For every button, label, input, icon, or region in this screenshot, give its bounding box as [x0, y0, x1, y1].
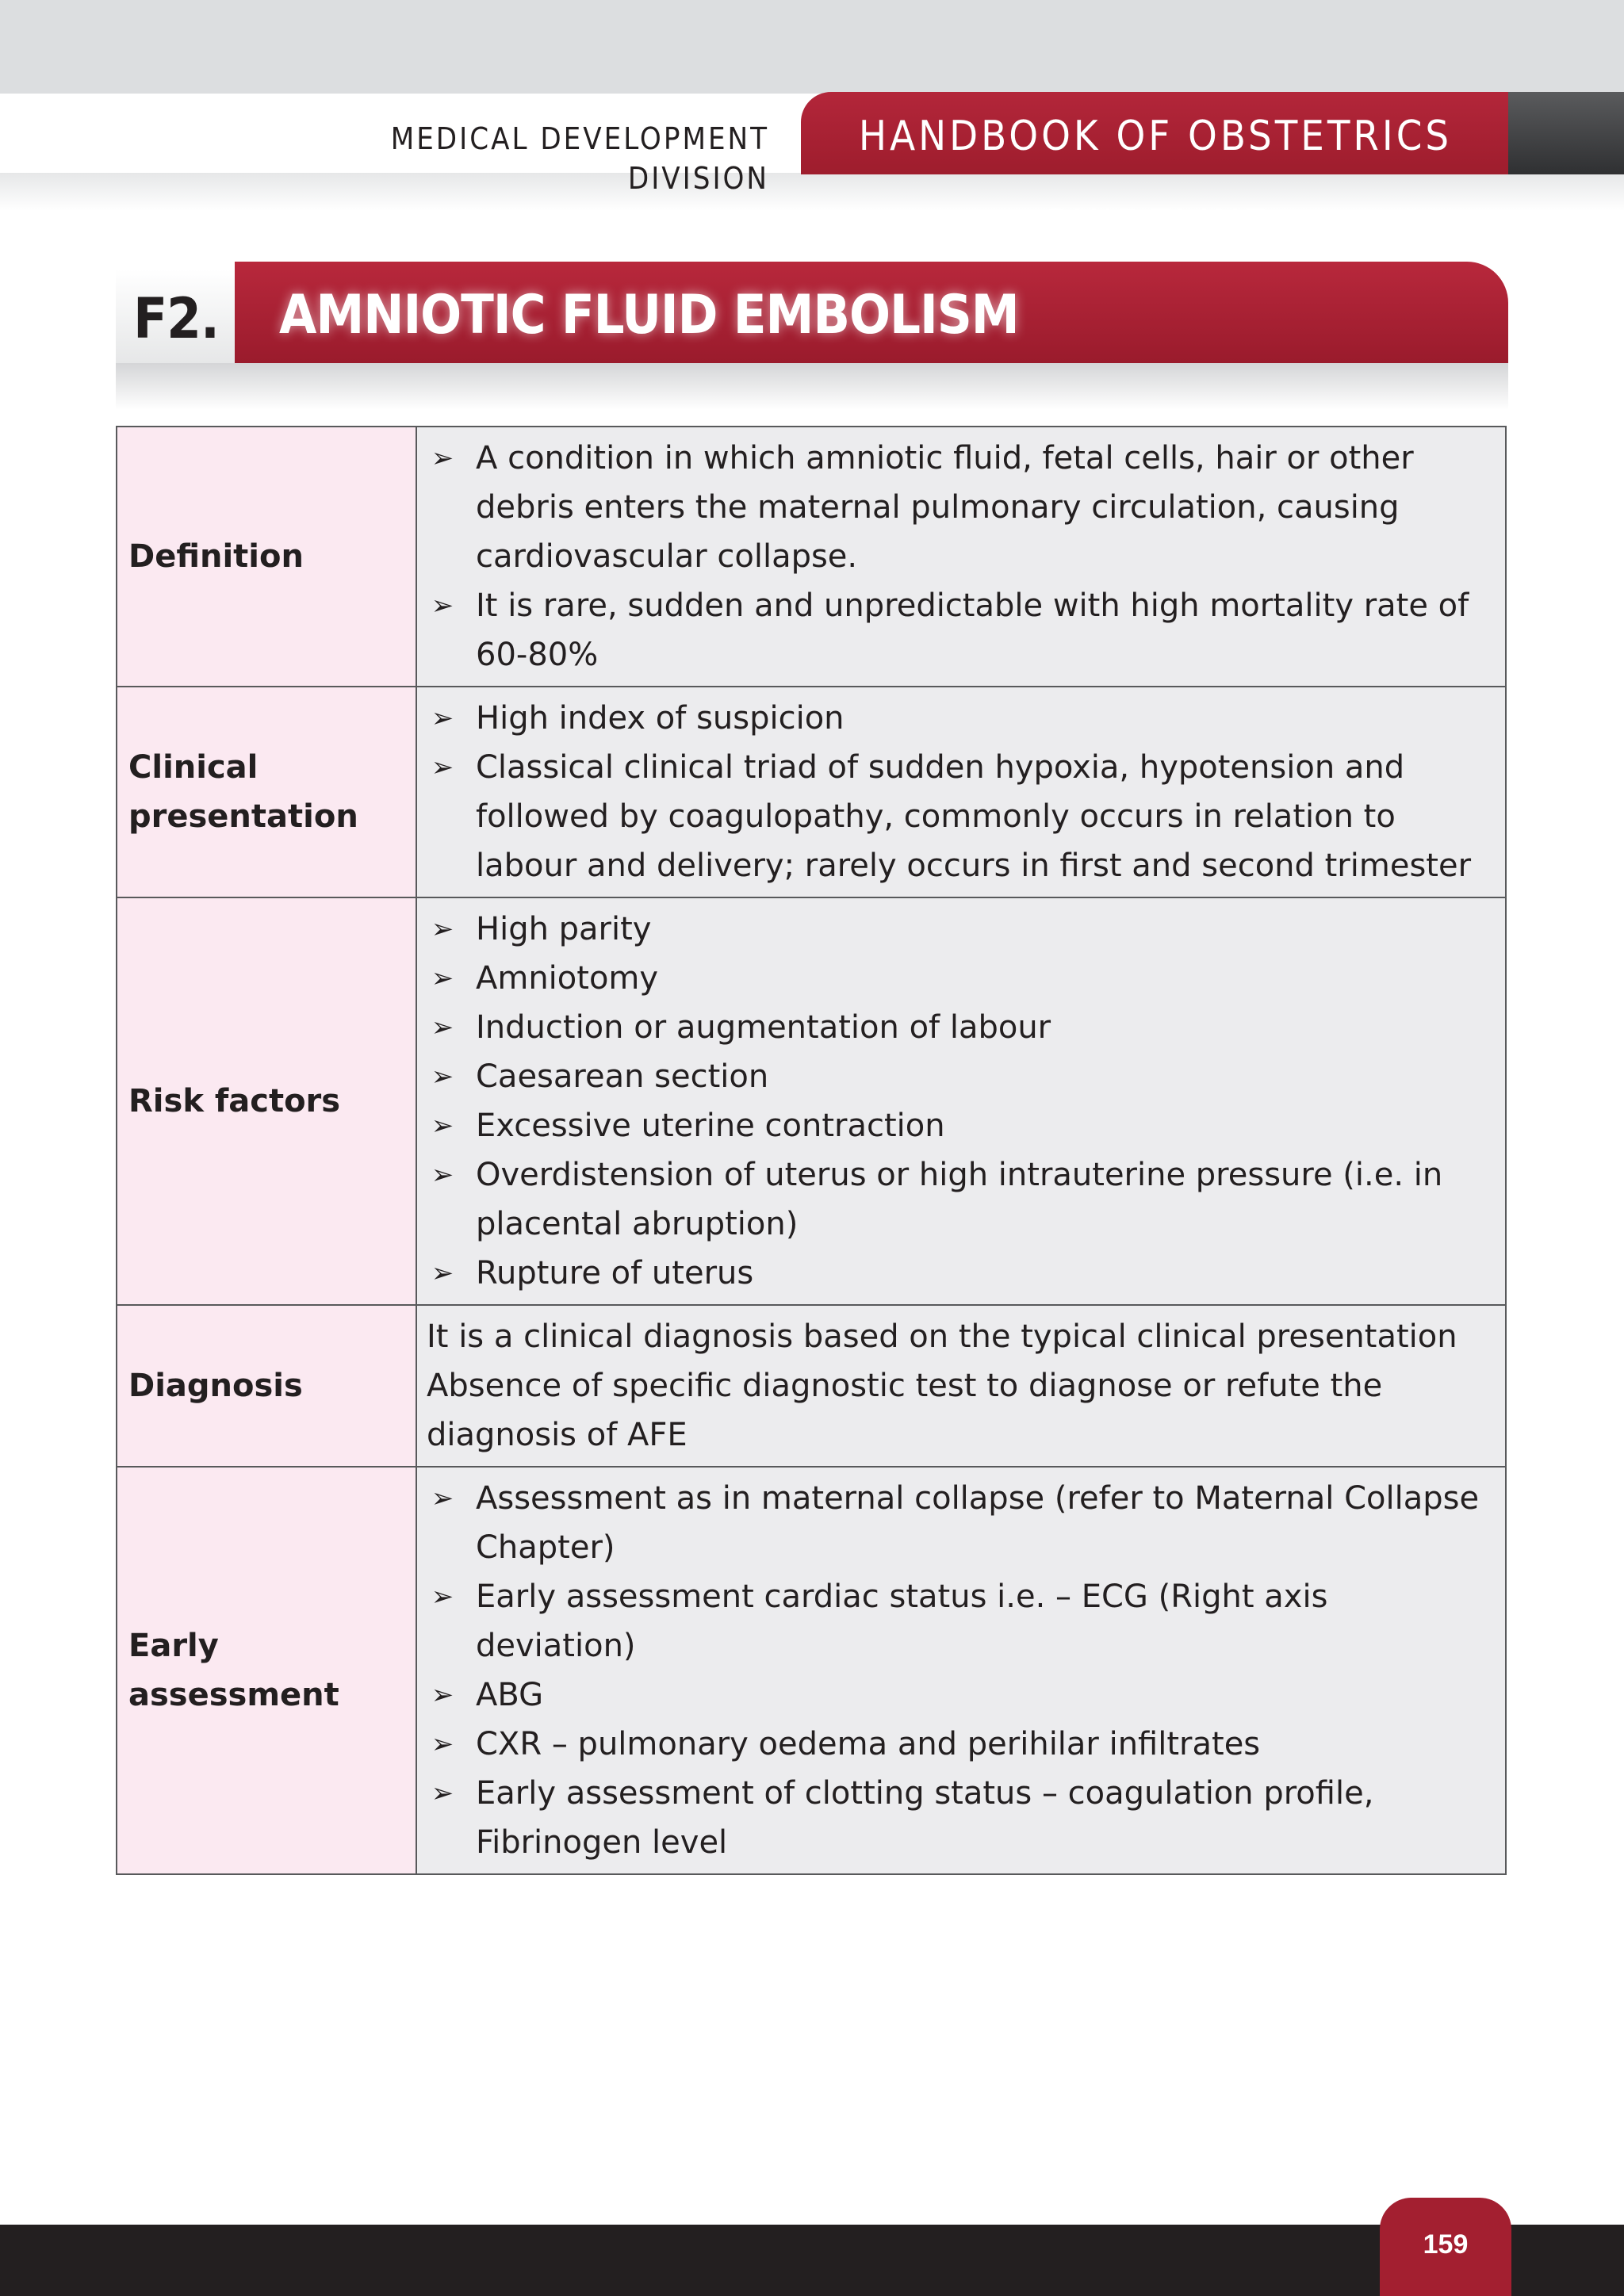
arrow-bullet-icon: ➢: [431, 1257, 454, 1289]
arrow-bullet-icon: ➢: [431, 442, 454, 474]
section-number: F2.: [133, 286, 219, 351]
arrow-bullet-icon: ➢: [431, 1581, 454, 1613]
table-row-diagnosis: [117, 1305, 1506, 1467]
list-item-text: Induction or augmentation of labour: [476, 1009, 1051, 1046]
row-label: Early assessment: [117, 1467, 416, 1874]
list-item-text: It is rare, sudden and unpredictable with high mortality rate of 60-80%: [476, 587, 1469, 673]
list-item-text: High parity: [476, 911, 652, 947]
list-item: [427, 581, 1489, 679]
bullet-list: [427, 905, 1489, 1298]
arrow-bullet-icon: ➢: [431, 1777, 454, 1809]
list-item-text: High index of suspicion: [476, 700, 845, 737]
section-title: AMNIOTIC FLUID EMBOLISM: [279, 284, 1019, 346]
list-item-text: Amniotomy: [476, 960, 659, 997]
list-item: [427, 1670, 1489, 1720]
arrow-bullet-icon: ➢: [431, 590, 454, 622]
list-item: [427, 694, 1489, 743]
list-item: [427, 1150, 1489, 1249]
list-item: [427, 1572, 1489, 1670]
table-row-clinical-presentation: [117, 687, 1506, 897]
list-item-text: A condition in which amniotic fluid, fetal cells, hair or other debris enters the maternal pulmonary circulation, causing cardiovascular collapse.: [476, 440, 1414, 575]
list-item: [427, 905, 1489, 954]
list-item-text: Classical clinical triad of sudden hypoxia, hypotension and followed by coagulopathy, commonly occurs in relation to labour and delivery; rarely occurs in first and second trimester: [476, 749, 1472, 884]
list-item-text: Excessive uterine contraction: [476, 1108, 945, 1144]
section-shadow: [116, 361, 1508, 410]
row-label: Diagnosis: [117, 1305, 416, 1467]
arrow-bullet-icon: ➢: [431, 1159, 454, 1191]
row-label: Risk factors: [117, 897, 416, 1305]
row-content: [416, 1305, 1506, 1467]
list-item-text: Overdistension of uterus or high intrauterine pressure (i.e. in placental abruption): [476, 1157, 1443, 1242]
list-item-text: Early assessment cardiac status i.e. – ECG (Right axis deviation): [476, 1578, 1328, 1664]
arrow-bullet-icon: ➢: [431, 913, 454, 945]
division-name: MEDICAL DEVELOPMENT DIVISION: [390, 121, 769, 196]
arrow-bullet-icon: ➢: [431, 1012, 454, 1043]
arrow-bullet-icon: ➢: [431, 1679, 454, 1711]
arrow-bullet-icon: ➢: [431, 1061, 454, 1093]
list-item: [427, 1720, 1489, 1769]
row-content: [416, 687, 1506, 897]
list-item: [427, 1474, 1489, 1572]
arrow-bullet-icon: ➢: [431, 702, 454, 734]
bullet-list: [427, 1474, 1489, 1867]
list-item: [427, 1769, 1489, 1867]
table-row-definition: [117, 427, 1506, 687]
arrow-bullet-icon: ➢: [431, 752, 454, 783]
arrow-bullet-icon: ➢: [431, 1728, 454, 1760]
list-item-text: Early assessment of clotting status – coagulation profile, Fibrinogen level: [476, 1775, 1374, 1861]
list-item: [427, 434, 1489, 581]
list-item: [427, 1101, 1489, 1150]
content-line: It is a clinical diagnosis based on the typical clinical presentation: [427, 1318, 1457, 1355]
arrow-bullet-icon: ➢: [431, 1110, 454, 1142]
list-item-text: Assessment as in maternal collapse (refer to Maternal Collapse Chapter): [476, 1480, 1480, 1566]
guideline-table: [116, 426, 1507, 1875]
list-item: [427, 1249, 1489, 1298]
arrow-bullet-icon: ➢: [431, 962, 454, 994]
table-row-early-assessment: [117, 1467, 1506, 1874]
list-item-text: Caesarean section: [476, 1058, 769, 1095]
top-band: [0, 0, 1624, 95]
handbook-title: HANDBOOK OF OBSTETRICS GUIDELINE: [858, 113, 1453, 249]
bullet-list: [427, 694, 1489, 890]
row-content: [416, 897, 1506, 1305]
header-dark-tab: [1508, 92, 1624, 174]
list-item-text: CXR – pulmonary oedema and perihilar infiltrates: [476, 1726, 1261, 1762]
list-item-text: ABG: [476, 1677, 544, 1713]
header-shadow: [0, 173, 1624, 211]
list-item: [427, 743, 1489, 890]
row-content: [416, 1467, 1506, 1874]
list-item: [427, 1003, 1489, 1052]
row-label: Definition: [117, 427, 416, 687]
bullet-list: [427, 434, 1489, 679]
row-content: [416, 427, 1506, 687]
list-item-text: Rupture of uterus: [476, 1255, 754, 1292]
list-item: [427, 954, 1489, 1003]
arrow-bullet-icon: ➢: [431, 1483, 454, 1514]
row-label: Clinical presentation: [117, 687, 416, 897]
list-item: [427, 1052, 1489, 1101]
content-line: Absence of specific diagnostic test to diagnose or refute the diagnosis of AFE: [427, 1368, 1383, 1453]
table-row-risk-factors: [117, 897, 1506, 1305]
page-number: 159: [1423, 2229, 1469, 2260]
